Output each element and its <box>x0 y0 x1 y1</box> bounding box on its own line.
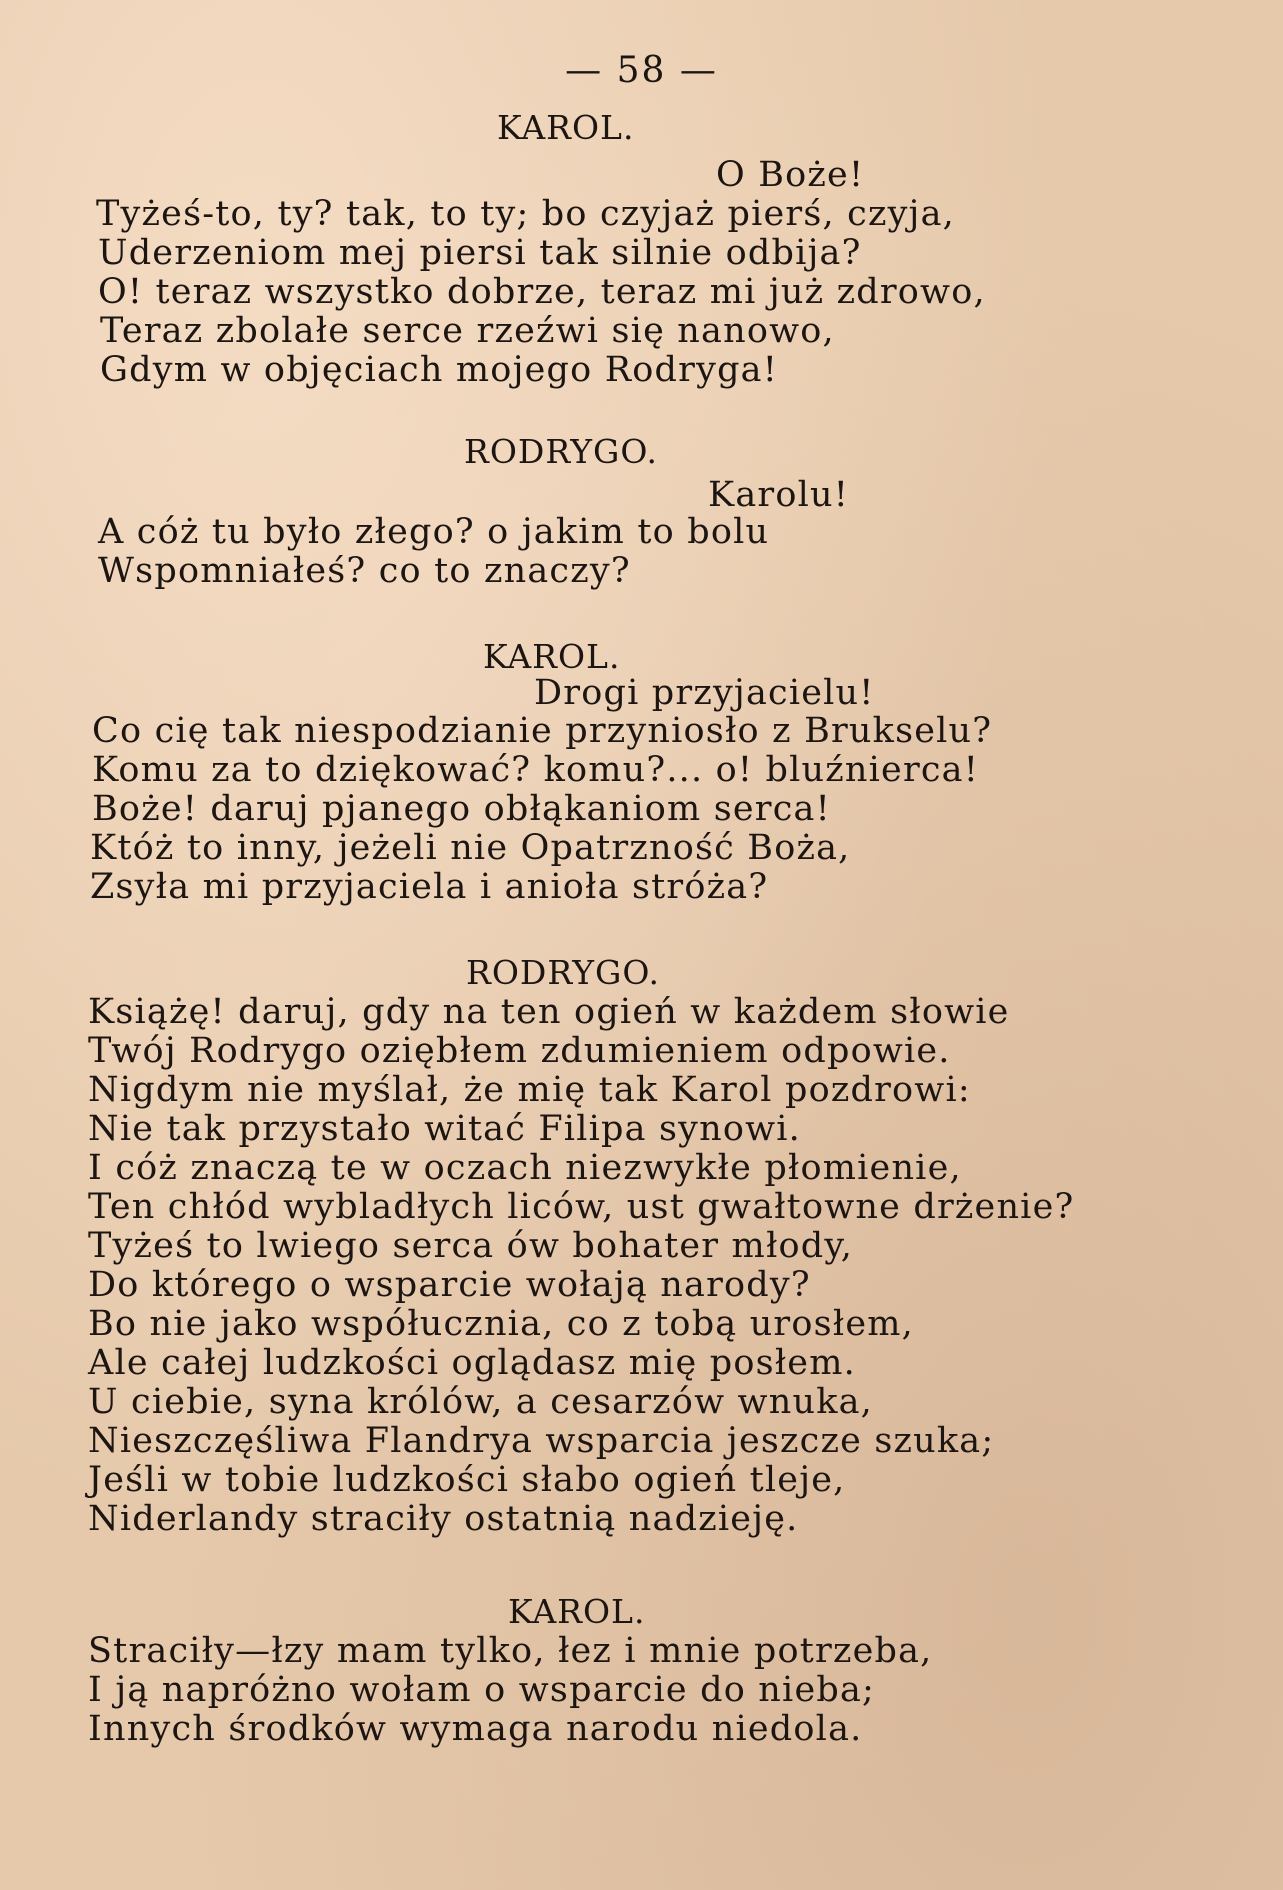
verse-line: Co cię tak niespodzianie przyniosło z Brukselu? <box>92 711 993 751</box>
verse-line: Nie tak przystało witać Filipa synowi. <box>88 1109 802 1149</box>
verse-line: Do którego o wsparcie wołają narody? <box>88 1265 811 1305</box>
verse-line: Nieszczęśliwa Flandrya wsparcia jeszcze szuka; <box>88 1421 995 1461</box>
verse-line: Nigdym nie myślał, że mię tak Karol pozdrowi: <box>88 1070 971 1110</box>
verse-line: Tyżeś-to, ty? tak, to ty; bo czyjaż pierś, czyja, <box>96 194 955 234</box>
verse-line: Drogi przyjacielu! <box>534 673 875 713</box>
verse-line: Boże! daruj pjanego obłąkaniom serca! <box>92 789 831 829</box>
verse-line: Tyżeś to lwiego serca ów bohater młody, <box>88 1226 854 1266</box>
verse-line: Ale całej ludzkości oglądasz mię posłem. <box>88 1343 856 1383</box>
verse-line: Ten chłód wybladłych liców, ust gwałtowne drżenie? <box>88 1187 1075 1227</box>
verse-line: Książę! daruj, gdy na ten ogień w każdem słowie <box>88 992 1010 1032</box>
verse-line: I cóż znaczą te w oczach niezwykłe płomienie, <box>88 1148 962 1188</box>
speaker-name: RODRYGO. <box>466 953 660 992</box>
verse-line: Bo nie jako współucznia, co z tobą urosłem, <box>88 1304 914 1344</box>
verse-line: Któż to inny, jeżeli nie Opatrzność Boża, <box>90 828 851 868</box>
speaker-name: RODRYGO. <box>464 432 658 471</box>
verse-line: Wspomniałeś? co to znaczy? <box>98 551 631 591</box>
verse-line: Komu za to dziękować? komu?... o! bluźnierca! <box>92 750 980 790</box>
verse-line: Jeśli w tobie ludzkości słabo ogień tleje, <box>88 1460 846 1500</box>
verse-line: Uderzeniom mej piersi tak silnie odbija? <box>98 233 862 273</box>
page-number: — 58 — <box>565 50 718 91</box>
verse-line: Zsyła mi przyjaciela i anioła stróża? <box>90 867 769 907</box>
verse-line: I ją napróżno wołam o wsparcie do nieba; <box>88 1670 876 1710</box>
speaker-name: KAROL. <box>497 108 635 147</box>
verse-line: Straciły—łzy mam tylko, łez i mnie potrzeba, <box>88 1631 933 1671</box>
verse-line: O Boże! <box>716 155 865 195</box>
verse-line: Karolu! <box>708 475 850 515</box>
verse-line: Innych środków wymaga narodu niedola. <box>88 1709 863 1749</box>
verse-line: Gdym w objęciach mojego Rodryga! <box>100 350 779 390</box>
verse-line: Twój Rodrygo oziębłem zdumieniem odpowie. <box>88 1031 951 1071</box>
verse-line: U ciebie, syna królów, a cesarzów wnuka, <box>88 1382 873 1422</box>
verse-line: Teraz zbolałe serce rzeźwi się nanowo, <box>100 311 835 351</box>
verse-line: O! teraz wszystko dobrze, teraz mi już zdrowo, <box>98 272 986 312</box>
speaker-name: KAROL. <box>483 637 621 676</box>
verse-line: A cóż tu było złego? o jakim to bolu <box>98 512 770 552</box>
speaker-name: KAROL. <box>508 1592 646 1631</box>
verse-line: Niderlandy straciły ostatnią nadzieję. <box>88 1499 799 1539</box>
